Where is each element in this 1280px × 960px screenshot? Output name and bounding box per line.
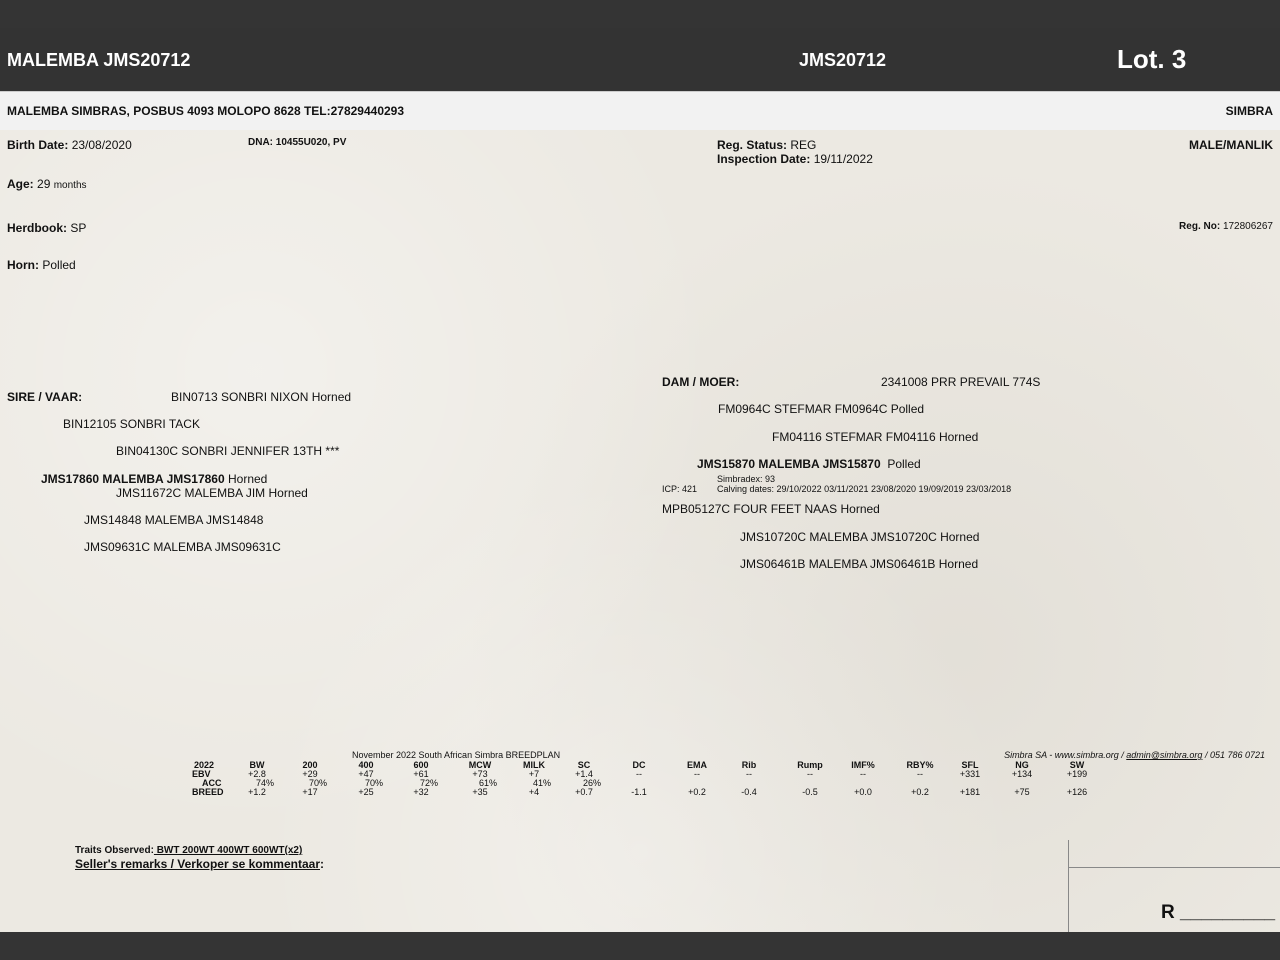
price-field[interactable]: R _________ [1161,902,1276,923]
ebv-col-header: RBY% [906,760,934,770]
ebv-value: +1.4 [575,769,593,779]
ebv-value: -- [807,769,813,779]
ebv-col-header: SW [1069,760,1085,770]
birth-date: Birth Date: 23/08/2020 [7,138,132,152]
horn-status: Horn: Polled [7,258,76,272]
acc-value: 26% [582,778,601,788]
ebv-col-header: 600 [413,760,429,770]
reg-number: Reg. No: 172806267 [1179,221,1273,232]
ebv-col-header: MCW [468,760,492,770]
ebv-col-header: 200 [302,760,318,770]
ebv-year: 2022 [194,760,215,770]
bottom-bar [0,932,1280,960]
acc-value: 41% [532,778,551,788]
herdbook: Herdbook: SP [7,221,87,235]
breed-value: +35 [472,787,488,797]
acc-value: 70% [364,778,383,788]
dam-label: DAM / MOER: [662,375,740,389]
dam-line-animal: JMS15870 MALEMBA JMS15870 Polled [697,457,921,471]
breed-value: +126 [1066,787,1088,797]
sire-label: SIRE / VAAR: [7,390,83,404]
breed-value: -0.5 [802,787,818,797]
breed-value: +32 [413,787,429,797]
ebv-col-header: BW [249,760,265,770]
icp: ICP: 421 [662,484,698,494]
simbradex: Simbradex: 93 [717,474,776,484]
breed-row-label: BREED [192,787,224,797]
seller-remarks: Seller's remarks / Verkoper se kommentaar: [75,857,324,871]
acc-value: 72% [419,778,438,788]
traits-observed: Traits Observed: BWT 200WT 400WT 600WT(x2) [75,845,303,856]
sire-name: BIN0713 SONBRI NIXON Horned [171,390,352,404]
sire-dam: BIN04130C SONBRI JENNIFER 13TH *** [116,444,340,458]
breed-value: -1.1 [631,787,647,797]
lot-header [0,28,1280,91]
sire-sire: BIN12105 SONBRI TACK [63,417,200,431]
dam-line-dam2: JMS06461B MALEMBA JMS06461B Horned [740,557,979,571]
ebv-value: -- [917,769,923,779]
ebv-value: -- [860,769,866,779]
acc-value: 74% [255,778,274,788]
sire-line-sire: JMS11672C MALEMBA JIM Horned [116,486,308,500]
acc-value: 70% [308,778,327,788]
breedplan-title: November 2022 South African Simbra BREEDPLAN [352,750,561,760]
ebv-value: +331 [959,769,981,779]
breed-value: +75 [1014,787,1030,797]
ebv-col-header: IMF% [851,760,875,770]
acc-value: 61% [478,778,497,788]
sire-line-dam2: JMS09631C MALEMBA JMS09631C [84,540,281,554]
simbra-contact: Simbra SA - www.simbra.org / admin@simbra.org / 051 786 0721 [1004,750,1265,760]
reg-status: Reg. Status: REG [717,138,817,152]
dam-line-dam: JMS10720C MALEMBA JMS10720C Horned [740,530,980,544]
sex: MALE/MANLIK [1189,138,1273,152]
breed-name: SIMBRA [1225,104,1273,118]
contact-email-link[interactable]: admin@simbra.org [1126,750,1203,760]
breeder-address: MALEMBA SIMBRAS, POSBUS 4093 MOLOPO 8628 TEL:27829440293 [7,104,405,118]
ebv-col-header: Rump [797,760,823,770]
calving-dates: Calving dates: 29/10/2022 03/11/2021 23/08/2020 19/09/2019 23/03/2018 [717,484,1012,494]
ebv-value: +134 [1011,769,1033,779]
breeder-bar [0,91,1280,131]
breed-value: +17 [302,787,318,797]
ebv-value: +29 [302,769,318,779]
ebv-col-header: Rib [741,760,757,770]
animal-id: JMS20712 [799,50,887,70]
ebv-value: +2.8 [248,769,266,779]
breed-value: +181 [959,787,981,797]
ebv-col-header: SFL [961,760,979,770]
ebv-value: +47 [358,769,374,779]
breed-value: +4 [528,787,540,797]
ebv-col-header: MILK [523,760,545,770]
breed-value: +0.2 [688,787,706,797]
acc-row-label: ACC [202,778,222,788]
breed-value: +0.7 [575,787,593,797]
breed-value: +25 [358,787,374,797]
dna-info: DNA: 10455U020, PV [248,137,347,148]
animal-name: MALEMBA JMS20712 [7,50,191,70]
age: Age: 29 months [7,177,87,191]
inspection-date: Inspection Date: 19/11/2022 [717,152,873,166]
ebv-col-header: EMA [687,760,707,770]
dam-name: 2341008 PRR PREVAIL 774S [881,375,1041,389]
sire-line-animal: JMS17860 MALEMBA JMS17860 Horned [41,472,268,486]
dam-dam: FM04116 STEFMAR FM04116 Horned [772,430,979,444]
ebv-value: +7 [528,769,540,779]
ebv-value: +61 [413,769,429,779]
catalogue-page [0,130,1280,932]
ebv-col-header: NG [1015,760,1029,770]
ebv-value: +73 [472,769,488,779]
top-bar [0,0,1280,28]
breed-value: +0.2 [911,787,929,797]
ebv-col-header: SC [577,760,591,770]
ebv-value: -- [636,769,642,779]
ebv-col-header: 400 [358,760,374,770]
ebv-col-header: DC [632,760,646,770]
lot-number: Lot. 3 [1117,44,1187,74]
dam-line-sire: MPB05127C FOUR FEET NAAS Horned [662,502,880,516]
ebv-value: -- [746,769,752,779]
breed-value: -0.4 [741,787,757,797]
ebv-row-label: EBV [192,769,211,779]
breed-value: +0.0 [854,787,872,797]
sire-line-dam: JMS14848 MALEMBA JMS14848 [84,513,264,527]
breed-value: +1.2 [248,787,266,797]
ebv-value: -- [694,769,700,779]
ebv-value: +199 [1066,769,1088,779]
dam-sire: FM0964C STEFMAR FM0964C Polled [718,402,925,416]
